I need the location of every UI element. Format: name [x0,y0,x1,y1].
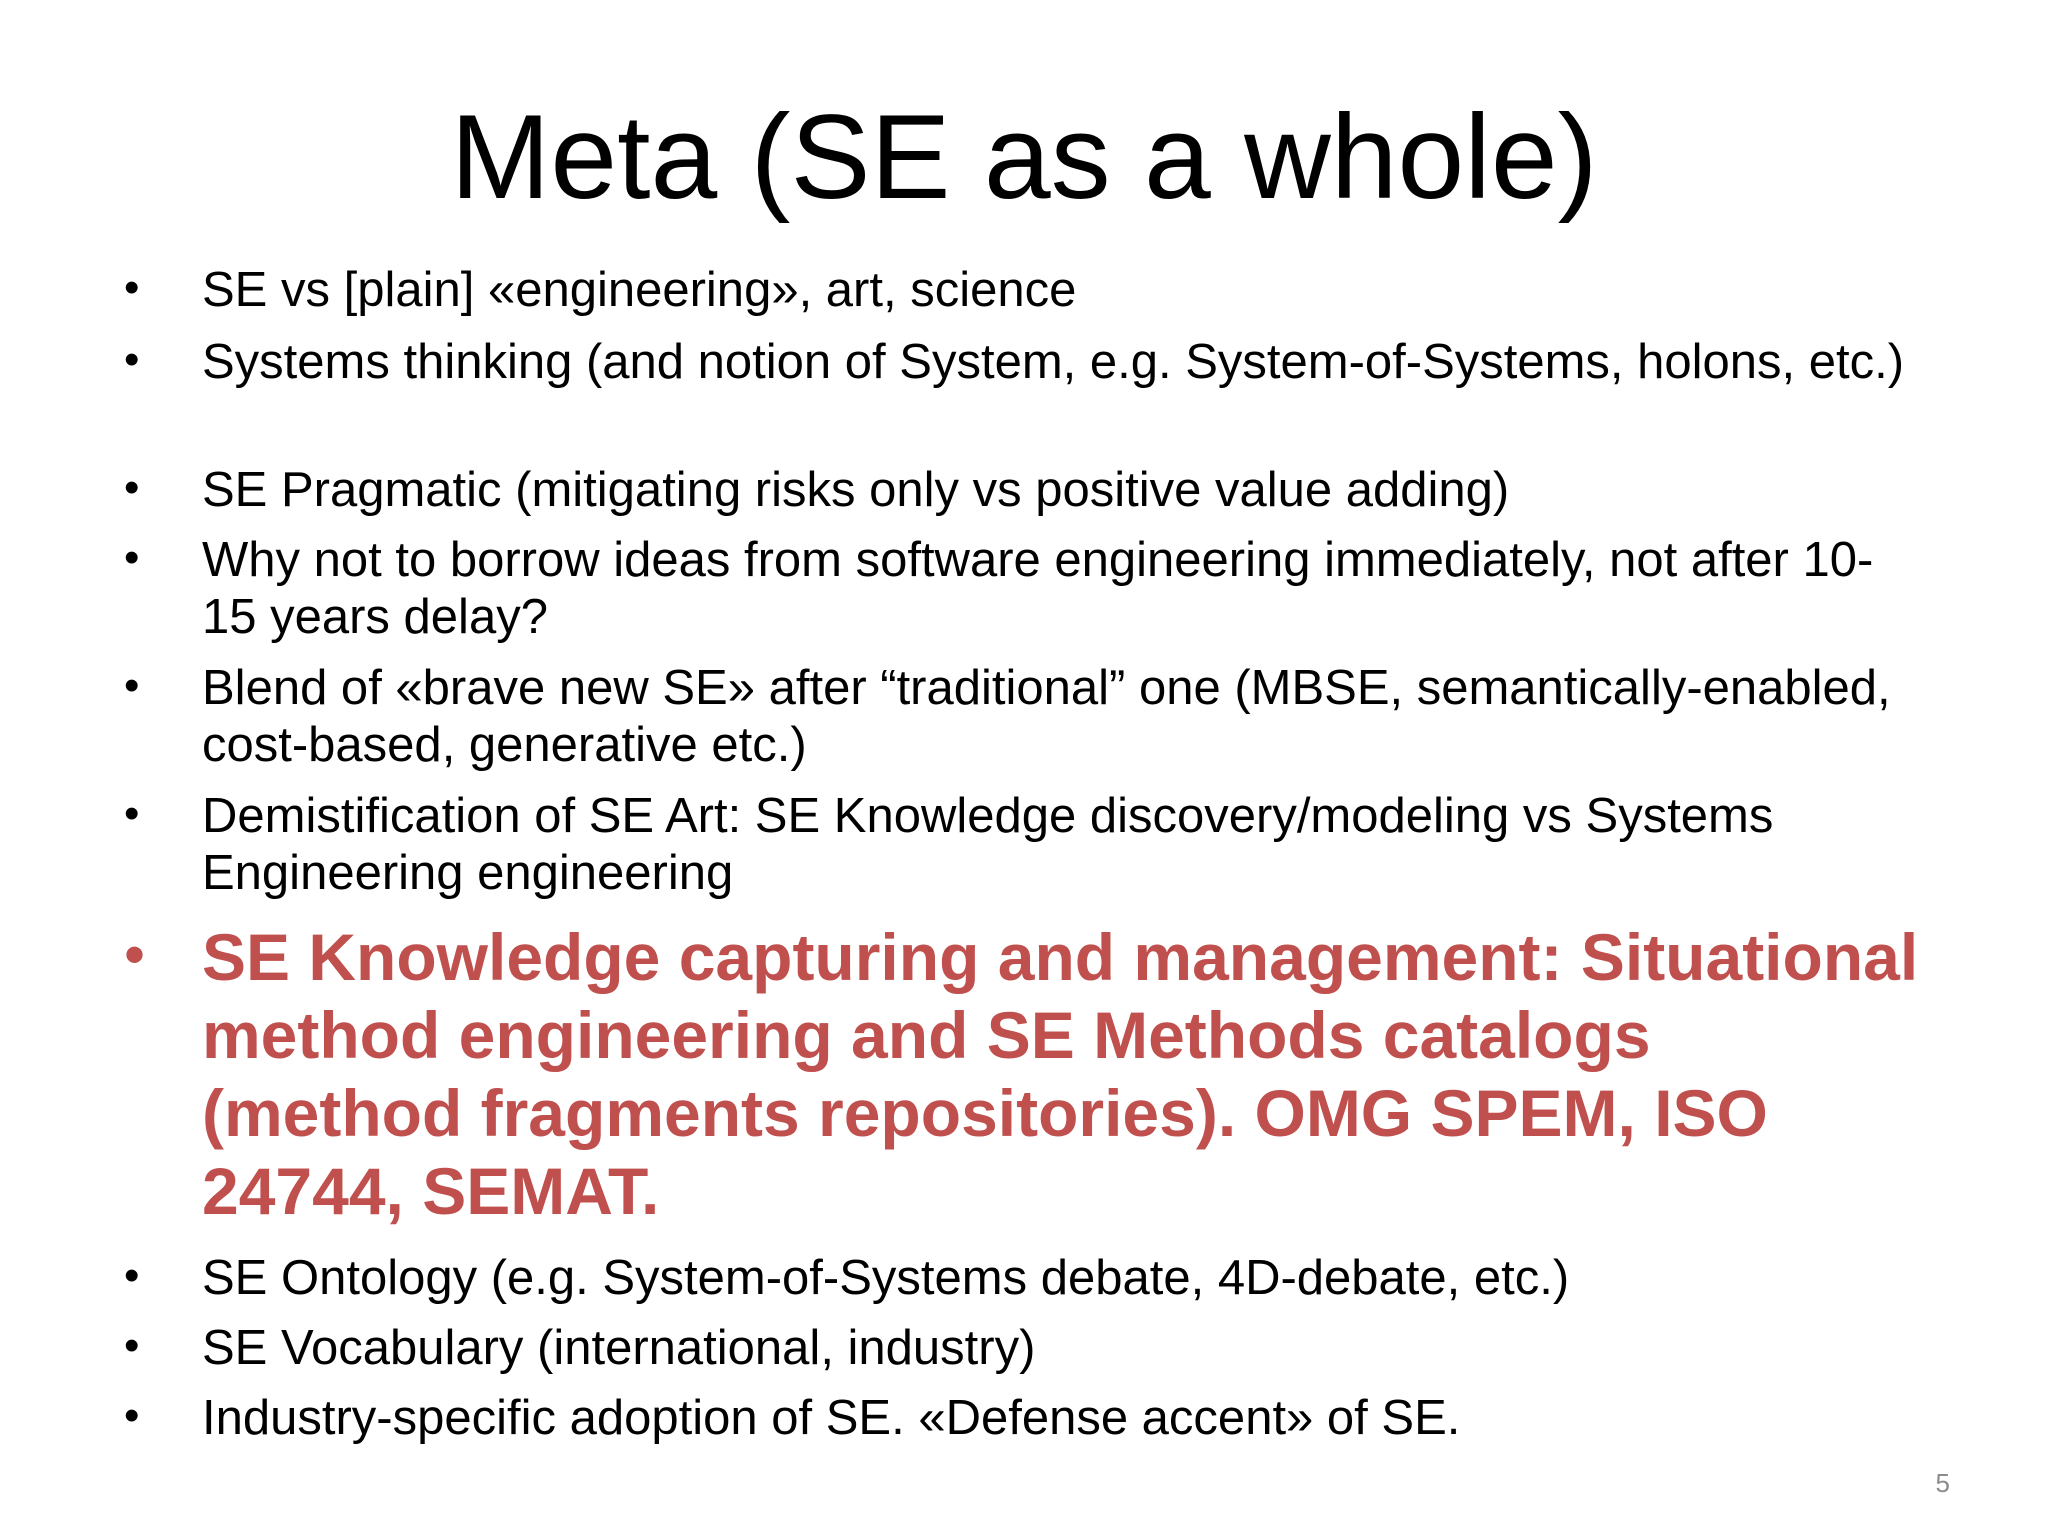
bullet-icon: • [124,533,140,582]
bullet-text: SE Vocabulary (international, industry) [202,1321,1036,1375]
bullet-icon: • [124,335,140,384]
bullet-icon: • [124,1391,140,1440]
bullet-text: SE Knowledge capturing and management: Situational method engineering and SE Methods catalogs (method fragments repositories). OMG SPEM, ISO 24744, SEMAT. [202,920,1919,1228]
bullet-text: SE vs [plain] «engineering», art, science [202,263,1077,317]
bullet-text: Systems thinking (and notion of System, e.g. System-of-Systems, holons, etc.) [202,335,1905,389]
bullet-text: SE Pragmatic (mitigating risks only vs positive value adding) [202,463,1510,517]
bullet-text: Demistification of SE Art: SE Knowledge discovery/modeling vs Systems Engineering engineering [202,789,1774,900]
bullet-icon: • [124,463,140,512]
bullet-text: Why not to borrow ideas from software engineering immediately, not after 10-15 years delay? [202,533,1874,644]
bullet-text: SE Ontology (e.g. System-of-Systems debate, 4D-debate, etc.) [202,1251,1570,1305]
bullet-icon: • [124,1251,140,1300]
page-number: 5 [1935,1468,1950,1498]
slide-title: Meta (SE as a whole) [450,90,1598,224]
bullet-text: Industry-specific adoption of SE. «Defense accent» of SE. [202,1391,1461,1445]
bullet-icon: • [124,1321,140,1370]
bullet-icon: • [124,921,146,988]
bullet-text: Blend of «brave new SE» after “traditional” one (MBSE, semantically-enabled, cost-based, generative etc.) [202,661,1891,772]
bullet-icon: • [124,661,140,710]
bullet-icon: • [124,263,140,312]
bullet-icon: • [124,789,140,838]
